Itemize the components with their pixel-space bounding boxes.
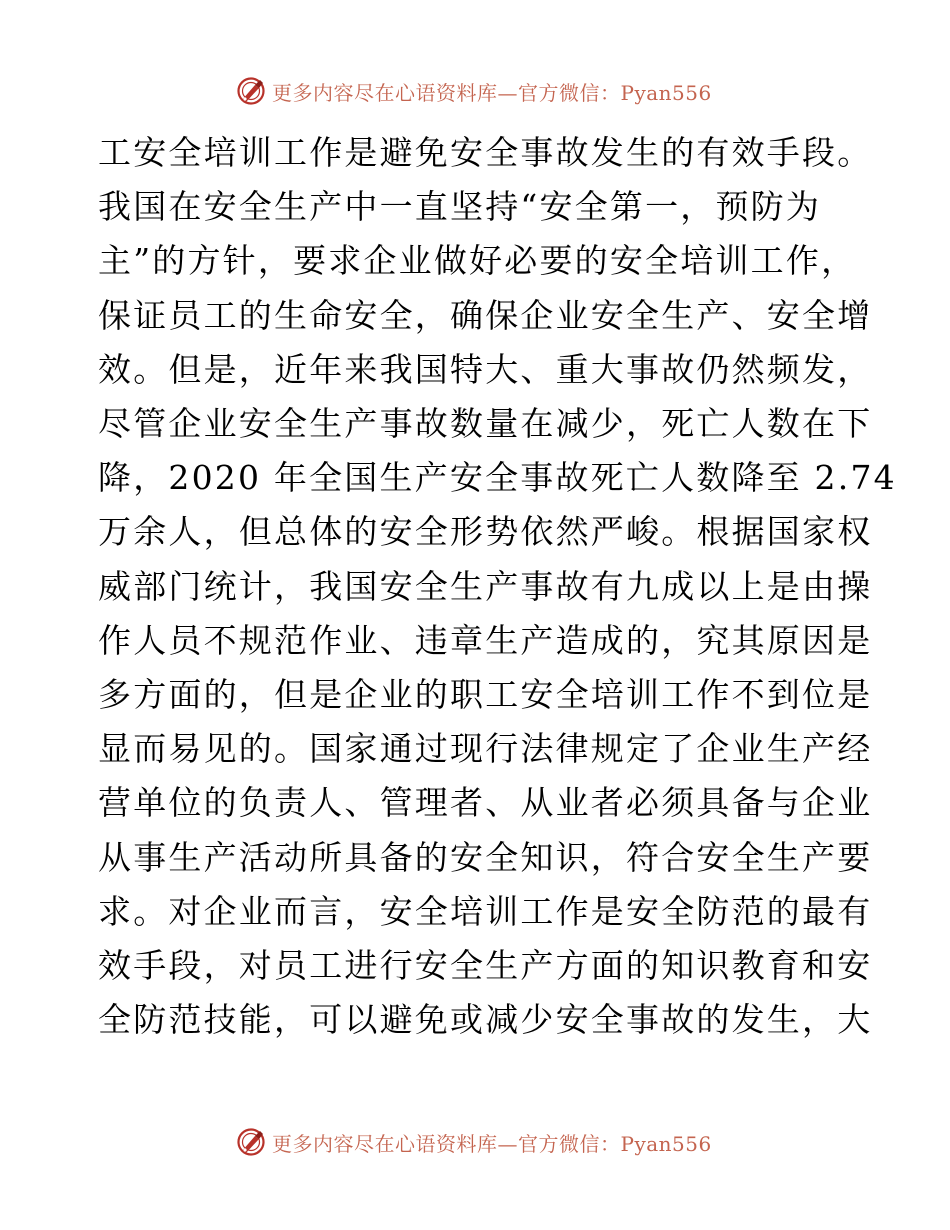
- text-line: 主”的方针，要求企业做好必要的安全培训工作，: [98, 241, 857, 281]
- text-line: 万余人，但总体的安全形势依然严峻。根据国家权: [98, 512, 873, 552]
- text-line: 求。对企业而言，安全培训工作是安全防范的最有: [98, 891, 873, 931]
- pen-nib-logo-icon: [236, 76, 266, 106]
- text-line: 威部门统计，我国安全生产事故有九成以上是由操: [98, 566, 873, 606]
- text-line: 降，2020 年全国生产安全事故死亡人数降至 2.74: [98, 458, 897, 498]
- text-line: 营单位的负责人、管理者、从业者必须具备与企业: [98, 783, 873, 823]
- text-line: 效。但是，近年来我国特大、重大事故仍然频发，: [98, 349, 873, 389]
- text-line: 多方面的，但是企业的职工安全培训工作不到位是: [98, 675, 873, 715]
- text-line: 尽管企业安全生产事故数量在减少，死亡人数在下: [98, 404, 873, 444]
- text-line: 我国在安全生产中一直坚持“安全第一，预防为: [98, 187, 822, 227]
- footer-banner: [236, 1127, 712, 1157]
- body-paragraph: [98, 126, 897, 1047]
- text-line: 效手段，对员工进行安全生产方面的知识教育和安: [98, 946, 873, 986]
- text-line: 保证员工的生命安全，确保企业安全生产、安全增: [98, 295, 873, 335]
- text-line: 显而易见的。国家通过现行法律规定了企业生产经: [98, 729, 873, 769]
- text-line: 全防范技能，可以避免或减少安全事故的发生，大: [98, 1000, 873, 1040]
- header-banner: [236, 76, 712, 106]
- text-line: 工安全培训工作是避免安全事故发生的有效手段。: [98, 133, 873, 172]
- header-banner-text: 更多内容尽在心语资料库—官方微信：Pyan556: [272, 80, 712, 105]
- footer-banner-text: 更多内容尽在心语资料库—官方微信：Pyan556: [272, 1131, 712, 1156]
- text-line: 从事生产活动所具备的安全知识，符合安全生产要: [98, 837, 873, 877]
- pen-nib-logo-icon: [236, 1127, 266, 1157]
- text-line: 作人员不规范作业、违章生产造成的，究其原因是: [98, 620, 873, 660]
